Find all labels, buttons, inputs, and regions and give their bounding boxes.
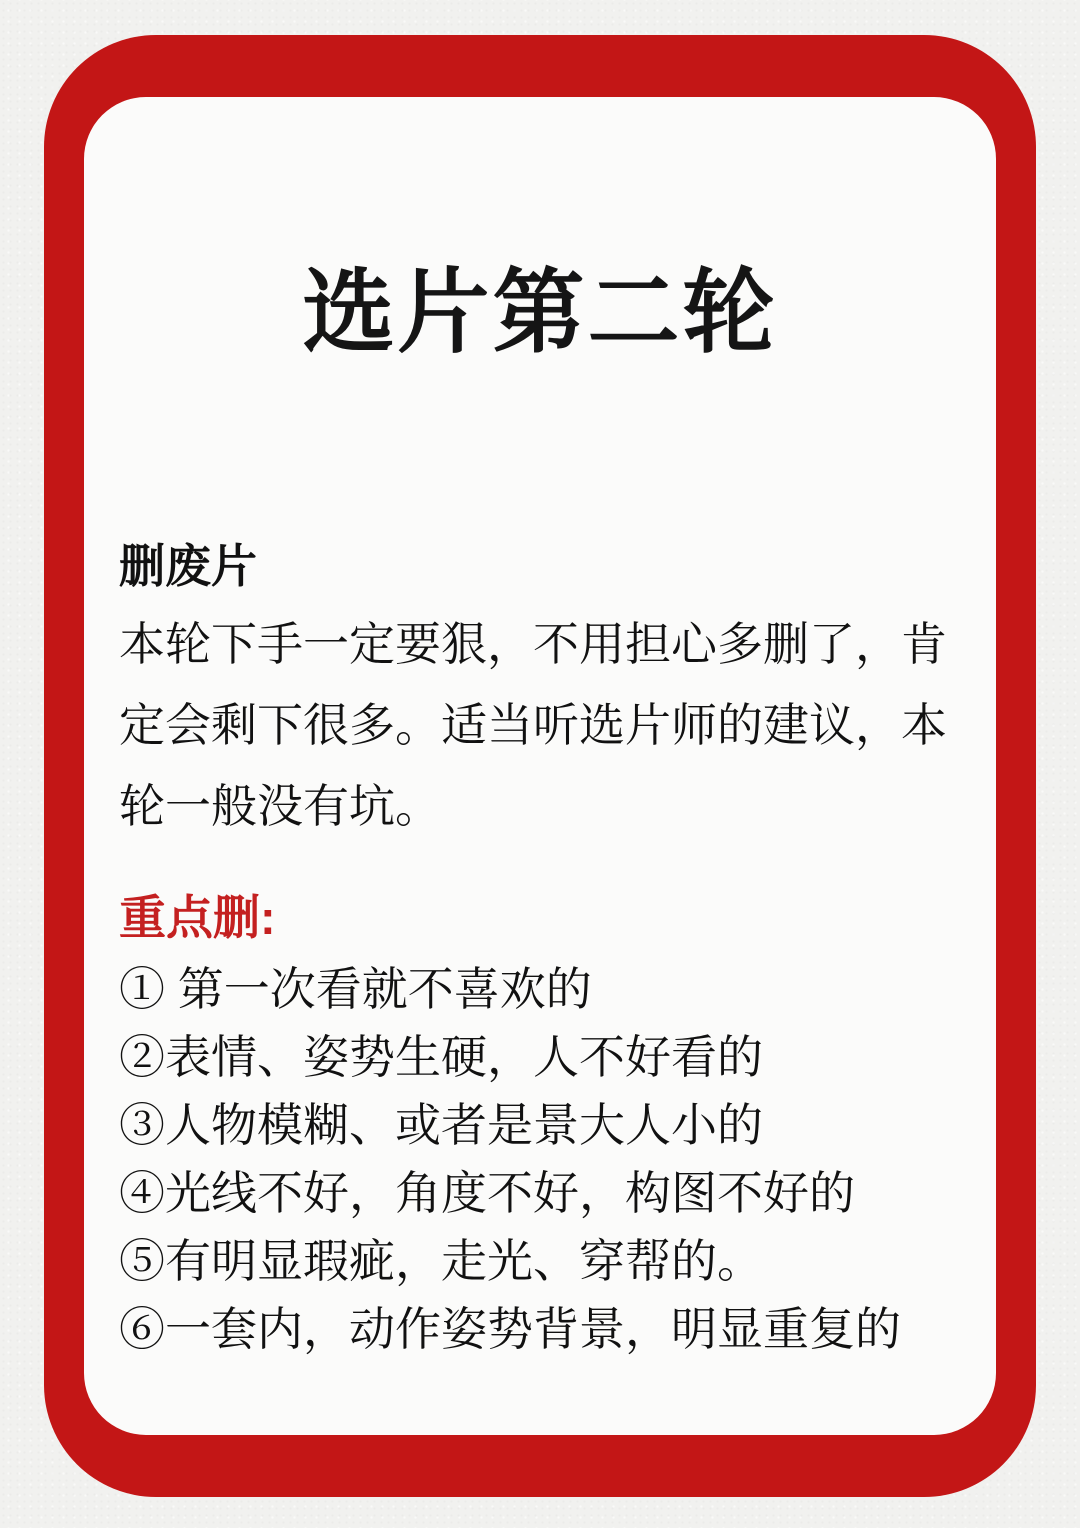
list-item-4: ④光线不好，角度不好，构图不好的	[119, 1166, 855, 1219]
section-heading-delete-rejects: 删废片	[119, 539, 257, 592]
card-content	[84, 97, 996, 1435]
list-item-1: ① 第一次看就不喜欢的	[119, 962, 592, 1015]
section-body-text: 本轮下手一定要狠，不用担心多删了，肯定会剩下很多。适当听选片师的建议，本轮一般没有坑。	[119, 617, 947, 832]
list-item-3: ③人物模糊、或者是景大人小的	[119, 1098, 763, 1151]
list-item-6: ⑥一套内，动作姿势背景，明显重复的	[119, 1302, 901, 1355]
page-title: 选片第二轮	[302, 262, 778, 364]
list-item-5: ⑤有明显瑕疵，走光、穿帮的。	[119, 1234, 763, 1287]
delete-criteria-list	[119, 955, 979, 1363]
section-heading-key-deletes: 重点删:	[119, 890, 276, 944]
red-frame	[44, 35, 1036, 1497]
list-item-2: ②表情、姿势生硬，人不好看的	[119, 1030, 763, 1083]
